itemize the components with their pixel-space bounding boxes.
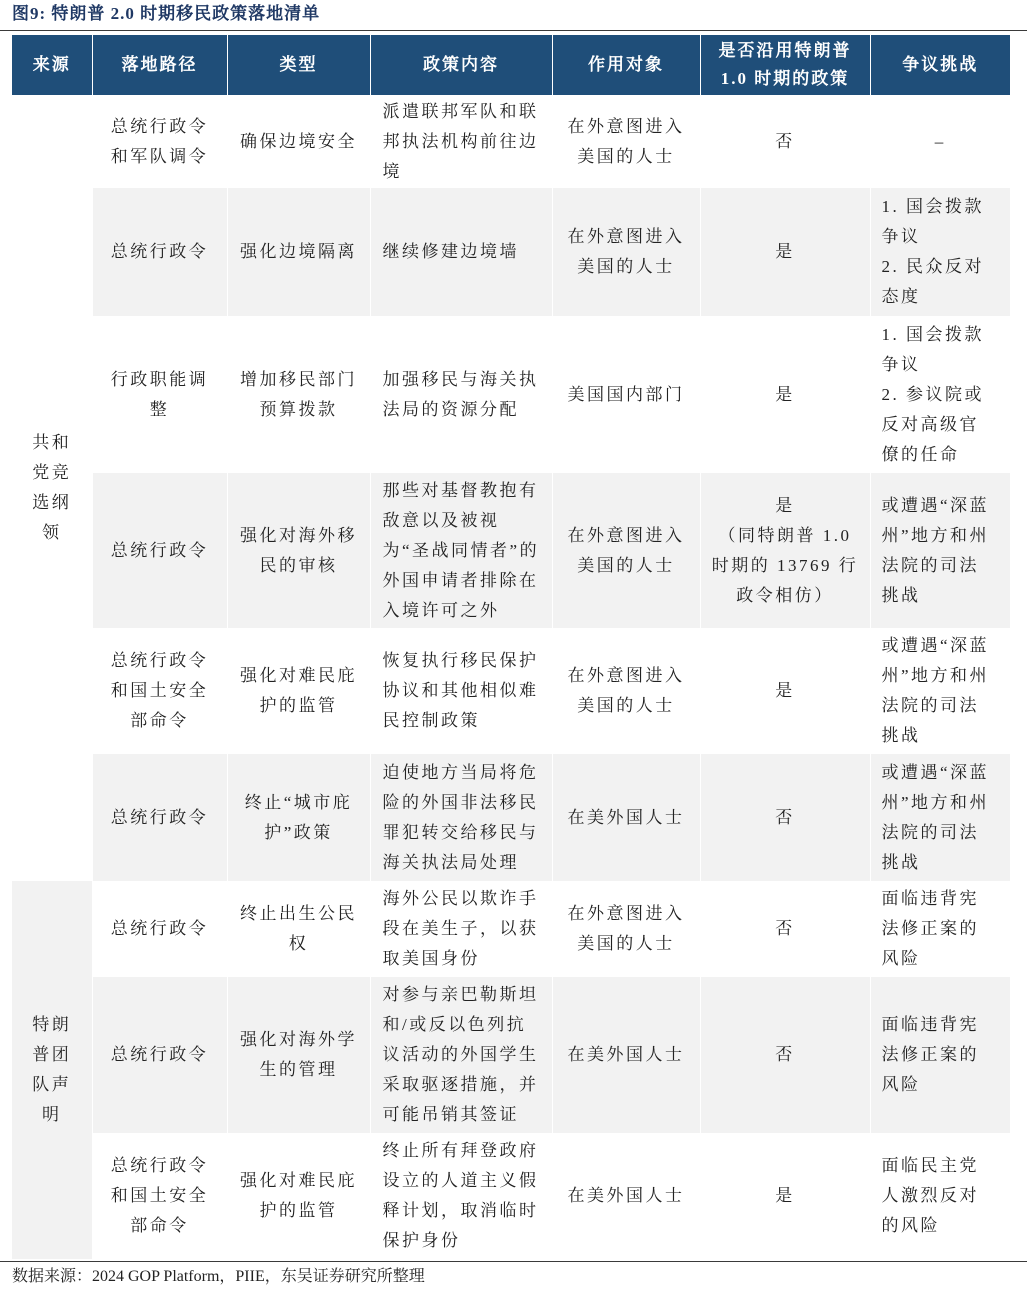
type-text: 增加移民部门预算拨款	[240, 369, 357, 419]
type-cell	[227, 1133, 370, 1259]
path-text: 总统行政令和国土安全部命令	[110, 1156, 209, 1235]
content-text: 那些对基督教抱有敌意以及被视为“圣战同情者”的外国申请者排除在入境许可之外	[382, 480, 540, 620]
table-row	[12, 754, 1010, 881]
content-text: 海外公民以欺诈手段在美生子，以获取美国身份	[382, 889, 539, 968]
header-source: 来源	[12, 35, 92, 95]
content-cell	[370, 473, 552, 628]
path-text: 总统行政令	[110, 919, 209, 938]
continued-note: （同特朗普 1.0 时期的 13769 行政令相仿）	[711, 525, 859, 605]
table-row	[12, 977, 1010, 1133]
content-cell	[370, 188, 552, 316]
continued-cell	[700, 473, 870, 628]
type-cell	[227, 881, 370, 977]
challenge-cell	[870, 881, 1010, 977]
type-text: 强化对难民庇护的监管	[240, 666, 357, 715]
title-divider	[0, 30, 1027, 31]
continued-cell	[700, 1133, 870, 1259]
path-cell	[92, 473, 227, 628]
challenge-cell	[870, 1133, 1010, 1259]
policy-table	[12, 35, 1010, 1259]
path-cell	[92, 95, 227, 188]
table-row	[12, 1133, 1010, 1259]
continued-cell	[700, 95, 870, 188]
continued-text: 是	[775, 384, 795, 404]
challenge-cell	[870, 473, 1010, 628]
type-cell	[227, 977, 370, 1133]
challenge-cell	[870, 316, 1010, 473]
continued-text: 是	[775, 1186, 795, 1205]
target-cell	[552, 754, 700, 881]
header-challenges: 争议挑战	[870, 35, 1010, 95]
continued-text: 否	[775, 807, 795, 827]
type-cell	[227, 188, 370, 316]
type-cell	[227, 473, 370, 628]
challenge-item: 2. 参议院或反对高级官僚的任命	[881, 384, 984, 464]
path-cell	[92, 754, 227, 881]
challenge-item: 2. 民众反对态度	[881, 257, 984, 306]
path-text: 总统行政令	[110, 807, 209, 827]
continued-text: 否	[775, 919, 795, 938]
challenge-item: 面临违背宪法修正案的风险	[881, 889, 979, 968]
path-cell	[92, 881, 227, 977]
header-target: 作用对象	[552, 35, 700, 95]
path-text: 行政职能调整	[110, 369, 209, 419]
continued-cell	[700, 754, 870, 881]
continued-text: 否	[775, 1045, 795, 1064]
target-text: 在美外国人士	[567, 1186, 685, 1205]
target-cell	[552, 95, 700, 188]
continued-cell	[700, 188, 870, 316]
source-note: 数据来源：2024 GOP Platform，PIIE，东吴证券研究所整理	[12, 1268, 425, 1285]
challenge-item: 1. 国会拨款争议	[881, 197, 984, 246]
type-text: 终止出生公民权	[240, 904, 357, 953]
content-cell	[370, 95, 552, 188]
table-row	[12, 188, 1010, 316]
header-path: 落地路径	[92, 35, 227, 95]
content-text: 终止所有拜登政府设立的人道主义假释计划，取消临时保护身份	[382, 1141, 539, 1250]
target-text: 在外意图进入美国的人士	[567, 116, 685, 166]
path-text: 总统行政令	[110, 1045, 209, 1064]
path-text: 总统行政令	[110, 242, 209, 261]
type-cell	[227, 754, 370, 881]
challenge-cell	[870, 95, 1010, 188]
table-row	[12, 95, 1010, 188]
continued-cell	[700, 977, 870, 1133]
challenge-item: 面临民主党人激烈反对的风险	[881, 1156, 979, 1235]
challenge-item: –	[934, 131, 946, 151]
source-cell	[12, 881, 92, 1259]
target-text: 在外意图进入美国的人士	[567, 666, 685, 715]
type-text: 确保边境安全	[240, 131, 357, 151]
type-text: 强化对海外移民的审核	[240, 525, 357, 575]
continued-cell	[700, 881, 870, 977]
path-cell	[92, 1133, 227, 1259]
challenge-item: 或遭遇“深蓝州”地方和州法院的司法挑战	[881, 762, 990, 872]
table-row	[12, 628, 1010, 754]
type-text: 终止“城市庇护”政策	[244, 792, 353, 842]
target-text: 在外意图进入美国的人士	[567, 227, 685, 276]
target-text: 在美外国人士	[567, 1045, 685, 1064]
header-content: 政策内容	[370, 35, 552, 95]
content-cell	[370, 881, 552, 977]
type-text: 强化对难民庇护的监管	[240, 1171, 357, 1220]
header-type: 类型	[227, 35, 370, 95]
type-cell	[227, 628, 370, 754]
continued-text: 是	[775, 242, 795, 261]
content-cell	[370, 977, 552, 1133]
table-row	[12, 473, 1010, 628]
source-text: 共和党竞选纲领	[32, 433, 72, 542]
type-cell	[227, 316, 370, 473]
challenge-item: 1. 国会拨款争议	[881, 324, 984, 374]
challenge-cell	[870, 754, 1010, 881]
challenge-cell	[870, 628, 1010, 754]
source-text: 特朗普团队声明	[32, 1015, 72, 1124]
target-text: 在外意图进入美国的人士	[567, 904, 685, 953]
continued-text: 否	[775, 131, 795, 151]
challenge-cell	[870, 977, 1010, 1133]
target-cell	[552, 977, 700, 1133]
content-cell	[370, 316, 552, 473]
path-cell	[92, 188, 227, 316]
figure-title: 图9: 特朗普 2.0 时期移民政策落地清单	[12, 4, 321, 23]
header-continued-text: 是否沿用特朗普 1.0 时期的政策	[718, 41, 852, 88]
content-text: 派遣联邦军队和联邦执法机构前往边境	[382, 101, 539, 181]
path-text: 总统行政令	[110, 540, 209, 560]
table-row	[12, 316, 1010, 473]
content-text: 迫使地方当局将危险的外国非法移民罪犯转交给移民与海关执法局处理	[382, 762, 539, 872]
target-cell	[552, 316, 700, 473]
type-text: 强化对海外学生的管理	[240, 1030, 357, 1079]
target-cell	[552, 188, 700, 316]
path-text: 总统行政令和军队调令	[110, 116, 209, 166]
table-header-row	[12, 35, 1010, 95]
content-text: 恢复执行移民保护协议和其他相似难民控制政策	[382, 651, 539, 730]
type-cell	[227, 95, 370, 188]
type-text: 强化边境隔离	[240, 242, 357, 261]
target-cell	[552, 881, 700, 977]
target-text: 在外意图进入美国的人士	[567, 525, 685, 575]
footer-divider	[0, 1261, 1027, 1262]
challenge-item: 面临违背宪法修正案的风险	[881, 1015, 979, 1094]
continued-text: 是	[775, 681, 795, 700]
header-continued	[700, 35, 870, 95]
target-text: 美国国内部门	[567, 384, 685, 404]
continued-cell	[700, 316, 870, 473]
target-cell	[552, 473, 700, 628]
path-text: 总统行政令和国土安全部命令	[110, 651, 209, 730]
table-row	[12, 881, 1010, 977]
continued-text: 是	[775, 495, 795, 515]
challenge-cell	[870, 188, 1010, 316]
path-cell	[92, 628, 227, 754]
content-cell	[370, 1133, 552, 1259]
content-text: 对参与亲巴勒斯坦和/或反以色列抗议活动的外国学生采取驱逐措施，并可能吊销其签证	[382, 985, 539, 1124]
content-text: 加强移民与海关执法局的资源分配	[382, 369, 539, 419]
target-cell	[552, 1133, 700, 1259]
challenge-item: 或遭遇“深蓝州”地方和州法院的司法挑战	[881, 636, 990, 745]
target-cell	[552, 628, 700, 754]
continued-cell	[700, 628, 870, 754]
content-cell	[370, 628, 552, 754]
content-cell	[370, 754, 552, 881]
challenge-item: 或遭遇“深蓝州”地方和州法院的司法挑战	[881, 495, 990, 605]
path-cell	[92, 977, 227, 1133]
source-cell	[12, 95, 92, 881]
content-text: 继续修建边境墙	[382, 242, 519, 261]
path-cell	[92, 316, 227, 473]
target-text: 在美外国人士	[567, 807, 685, 827]
